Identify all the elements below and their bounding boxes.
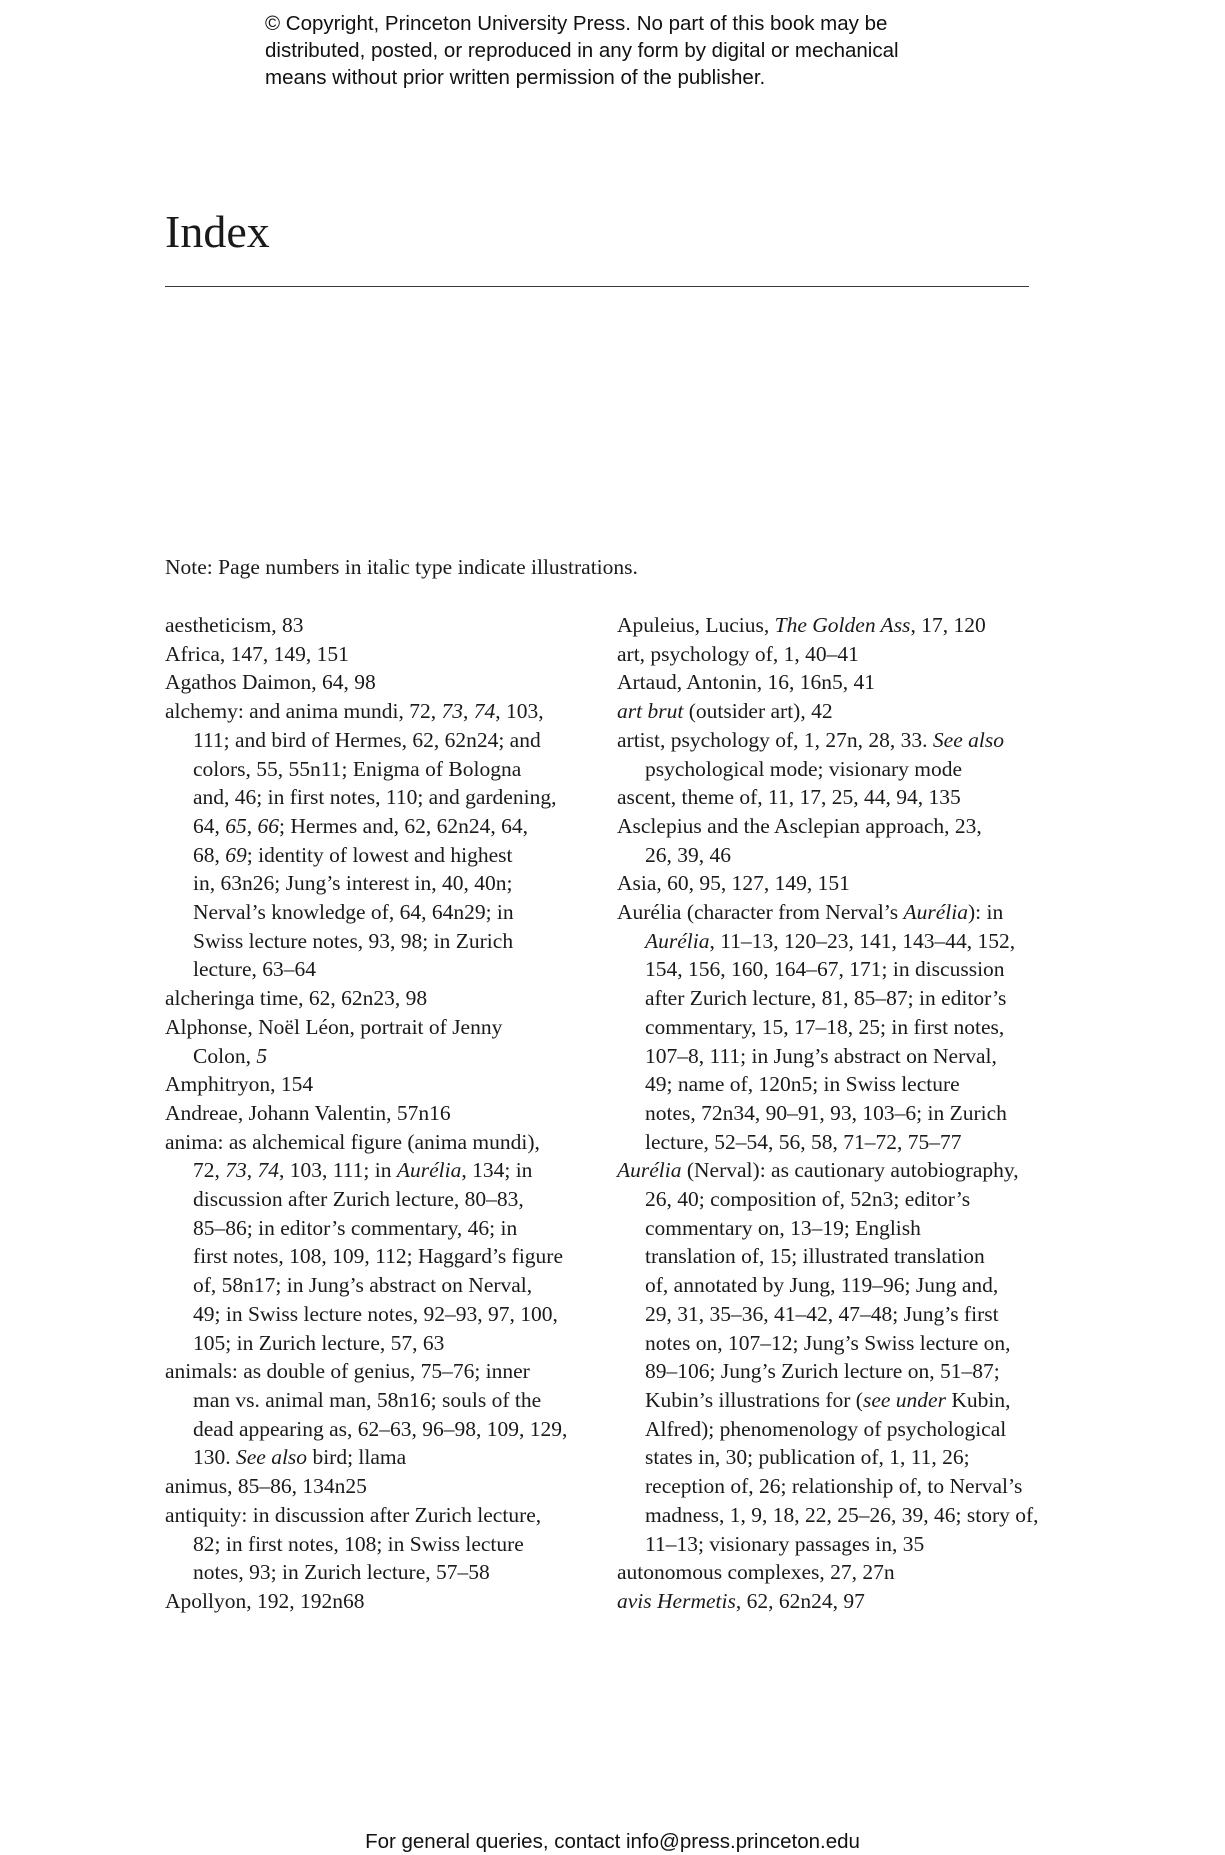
- entry-text: notes, 93; in Zurich lecture, 57–58: [193, 1560, 490, 1585]
- entry-text: Artaud, Antonin, 16, 16n5, 41: [617, 670, 875, 695]
- index-entry-line: [165, 755, 605, 784]
- entry-text: states in, 30; publication of, 1, 11, 26;: [645, 1445, 970, 1470]
- entry-text: alchemy: and anima mundi, 72,: [165, 699, 442, 724]
- index-entry: [165, 611, 605, 640]
- entry-text: , 11–13, 120–23, 141, 143–44, 152,: [709, 928, 1016, 953]
- italic-text: The Golden Ass: [774, 613, 911, 637]
- index-entry: [617, 668, 1057, 697]
- page-title: Index: [165, 206, 270, 257]
- entry-text: anima: as alchemical figure (anima mundi),: [165, 1129, 540, 1154]
- index-entry-line: [165, 668, 605, 697]
- index-entry-line: [165, 611, 605, 640]
- index-entry-line: [617, 841, 1057, 870]
- index-entry-line: [617, 927, 1057, 956]
- entry-text: Alphonse, Noël Léon, portrait of Jenny: [165, 1014, 503, 1039]
- italic-text: 65: [225, 813, 247, 838]
- entry-text: (Nerval): as cautionary autobiography,: [681, 1158, 1019, 1183]
- index-entry: [165, 984, 605, 1013]
- entry-text: of, 58n17; in Jung’s abstract on Nerval,: [193, 1273, 533, 1298]
- entry-text: animals: as double of genius, 75–76; inner: [165, 1359, 530, 1384]
- entry-text: commentary on, 13–19; English: [645, 1215, 921, 1240]
- entry-text: artist, psychology of, 1, 27n, 28, 33.: [617, 727, 933, 752]
- index-entry-line: [165, 1099, 605, 1128]
- index-entry-line: [617, 640, 1057, 669]
- index-entry-line: [165, 640, 605, 669]
- entry-text: 107–8, 111; in Jung’s abstract on Nerval,: [645, 1043, 997, 1068]
- entry-text: 11–13; visionary passages in, 35: [645, 1531, 925, 1556]
- index-entry-line: [617, 955, 1057, 984]
- entry-text: lecture, 52–54, 56, 58, 71–72, 75–77: [645, 1129, 962, 1154]
- index-entry-line: [165, 1472, 605, 1501]
- entry-text: 29, 31, 35–36, 41–42, 47–48; Jung’s first: [645, 1301, 999, 1326]
- entry-text: Kubin,: [945, 1387, 1011, 1412]
- entry-text: notes, 72n34, 90–91, 93, 103–6; in Zurich: [645, 1100, 1007, 1125]
- entry-text: dead appearing as, 62–63, 96–98, 109, 129,: [193, 1416, 568, 1441]
- copyright-notice: [265, 10, 1025, 91]
- entry-text: 26, 39, 46: [645, 842, 731, 867]
- index-entry-line: [617, 1587, 1057, 1616]
- index-entry-line: [165, 783, 605, 812]
- footer-contact: For general queries, contact info@press.princeton.edu: [365, 1830, 860, 1853]
- index-entry-line: [617, 755, 1057, 784]
- entry-text: , 103,: [495, 699, 544, 724]
- index-entry-line: [165, 1042, 605, 1071]
- index-entry-line: [165, 1128, 605, 1157]
- index-entry-line: [617, 611, 1057, 640]
- italic-text: 74: [473, 699, 496, 724]
- index-entry: [165, 1472, 605, 1501]
- index-entry: [165, 1587, 605, 1616]
- entry-text: Kubin’s illustrations for (: [645, 1387, 863, 1412]
- index-entry-line: [617, 1415, 1057, 1444]
- index-entry: [617, 1587, 1057, 1616]
- entry-text: Nerval’s knowledge of, 64, 64n29; in: [193, 900, 514, 925]
- index-entry-line: [617, 898, 1057, 927]
- entry-text: 49; in Swiss lecture notes, 92–93, 97, 100,: [193, 1301, 558, 1326]
- entry-text: , 134; in: [461, 1158, 533, 1183]
- italic-text: see under: [862, 1387, 946, 1412]
- index-entry-line: [617, 726, 1057, 755]
- entry-text: 82; in first notes, 108; in Swiss lecture: [193, 1531, 524, 1556]
- entry-text: autonomous complexes, 27, 27n: [617, 1560, 895, 1585]
- entry-text: in, 63n26; Jung’s interest in, 40, 40n;: [193, 871, 513, 896]
- entry-text: Alfred); phenomenology of psychological: [645, 1416, 1007, 1441]
- index-entry-line: [165, 726, 605, 755]
- index-entry-line: [617, 783, 1057, 812]
- entry-text: Andreae, Johann Valentin, 57n16: [165, 1100, 451, 1125]
- entry-text: animus, 85–86, 134n25: [165, 1474, 367, 1499]
- entry-text: 130.: [193, 1445, 236, 1470]
- index-entry-line: [617, 1013, 1057, 1042]
- entry-text: , 62, 62n24, 97: [735, 1588, 865, 1613]
- entry-text: ,: [246, 813, 258, 838]
- entry-text: commentary, 15, 17–18, 25; in first notes,: [645, 1014, 1005, 1039]
- index-entry: [165, 1099, 605, 1128]
- italic-text: 66: [257, 813, 279, 838]
- index-entry-line: [165, 1386, 605, 1415]
- index-entry-line: [165, 927, 605, 956]
- index-entry: [617, 1558, 1057, 1587]
- index-entry-line: [617, 984, 1057, 1013]
- index-entry-line: [617, 1472, 1057, 1501]
- italic-text: Aurélia: [396, 1158, 462, 1183]
- entry-text: reception of, 26; relationship of, to Nerval’s: [645, 1474, 1023, 1499]
- entry-text: ascent, theme of, 11, 17, 25, 44, 94, 135: [617, 785, 961, 810]
- index-entry: [617, 697, 1057, 726]
- index-entry-line: [617, 812, 1057, 841]
- index-entry-line: [165, 1587, 605, 1616]
- index-entry-line: [165, 1185, 605, 1214]
- index-entry-line: [165, 1271, 605, 1300]
- entry-text: alcheringa time, 62, 62n23, 98: [165, 986, 428, 1011]
- index-entry-line: [165, 1530, 605, 1559]
- index-entry-line: [165, 984, 605, 1013]
- index-entry-line: [617, 1042, 1057, 1071]
- entry-text: aestheticism, 83: [165, 613, 304, 637]
- index-entry-line: [165, 898, 605, 927]
- index-entry-line: [165, 1415, 605, 1444]
- entry-text: antiquity: in discussion after Zurich lecture,: [165, 1502, 542, 1527]
- index-entry-line: [617, 1070, 1057, 1099]
- italic-text: avis Hermetis: [617, 1588, 736, 1613]
- italic-text: 73: [225, 1158, 247, 1183]
- entry-text: 105; in Zurich lecture, 57, 63: [193, 1330, 445, 1355]
- entry-text: 154, 156, 160, 164–67, 171; in discussion: [645, 957, 1005, 982]
- italic-text: 69: [225, 842, 247, 867]
- entry-text: , 103, 111; in: [279, 1158, 397, 1183]
- index-entry: [617, 611, 1057, 640]
- index-entry: [165, 1357, 605, 1472]
- index-entry: [617, 898, 1057, 1156]
- entry-text: , 17, 120: [910, 613, 986, 637]
- index-entry-line: [165, 1558, 605, 1587]
- entry-text: ,: [462, 699, 474, 724]
- entry-text: Aurélia (character from Nerval’s: [617, 900, 904, 925]
- entry-text: art, psychology of, 1, 40–41: [617, 641, 859, 666]
- entry-text: lecture, 63–64: [193, 957, 316, 982]
- entry-text: and, 46; in first notes, 110; and gardening,: [193, 785, 557, 810]
- index-entry: [165, 1013, 605, 1070]
- entry-text: of, annotated by Jung, 119–96; Jung and,: [645, 1273, 999, 1298]
- index-entry-line: [165, 1300, 605, 1329]
- italic-text: art brut: [617, 699, 684, 724]
- entry-text: Apuleius, Lucius,: [617, 613, 775, 637]
- index-entry: [165, 640, 605, 669]
- index-entry-line: [165, 1501, 605, 1530]
- index-entry-line: [617, 869, 1057, 898]
- index-entry: [617, 1156, 1057, 1558]
- italic-text: Aurélia: [903, 900, 969, 925]
- index-entry: [617, 640, 1057, 669]
- index-entry-line: [617, 1501, 1057, 1530]
- entry-text: bird; llama: [307, 1445, 407, 1470]
- index-entry-line: [617, 1443, 1057, 1472]
- entry-text: 68,: [193, 842, 226, 867]
- index-entry-line: [617, 1128, 1057, 1157]
- index-entry: [165, 1070, 605, 1099]
- entry-text: 72,: [193, 1158, 226, 1183]
- index-entry-line: [165, 1242, 605, 1271]
- entry-text: translation of, 15; illustrated translation: [645, 1244, 985, 1269]
- index-entry: [617, 783, 1057, 812]
- entry-text: Africa, 147, 149, 151: [165, 641, 349, 666]
- index-entry-line: [165, 1156, 605, 1185]
- index-entry: [165, 668, 605, 697]
- index-entry-line: [617, 1558, 1057, 1587]
- entry-text: notes on, 107–12; Jung’s Swiss lecture on,: [645, 1330, 1011, 1355]
- entry-text: Asia, 60, 95, 127, 149, 151: [617, 871, 850, 896]
- copyright-line: means without prior written permission of the publisher.: [265, 66, 766, 89]
- entry-text: 85–86; in editor’s commentary, 46; in: [193, 1215, 518, 1240]
- entry-text: first notes, 108, 109, 112; Haggard’s figure: [193, 1244, 564, 1269]
- index-entry-line: [617, 1271, 1057, 1300]
- entry-text: ; identity of lowest and highest: [246, 842, 513, 867]
- entry-text: ): in: [968, 900, 1004, 925]
- entry-text: Apollyon, 192, 192n68: [165, 1588, 365, 1613]
- italic-text: 5: [256, 1043, 268, 1068]
- entry-text: man vs. animal man, 58n16; souls of the: [193, 1387, 542, 1412]
- entry-text: discussion after Zurich lecture, 80–83,: [193, 1187, 524, 1212]
- index-entry-line: [617, 1386, 1057, 1415]
- entry-text: psychological mode; visionary mode: [645, 756, 963, 781]
- entry-text: Swiss lecture notes, 93, 98; in Zurich: [193, 928, 514, 953]
- copyright-line: distributed, posted, or reproduced in any form by digital or mechanical: [265, 39, 899, 62]
- index-entry-line: [165, 1357, 605, 1386]
- index-entry-line: [165, 841, 605, 870]
- index-note: Note: Page numbers in italic type indicate illustrations.: [165, 555, 638, 579]
- entry-text: 26, 40; composition of, 52n3; editor’s: [645, 1187, 971, 1212]
- index-entry: [617, 726, 1057, 783]
- italic-text: Aurélia: [645, 928, 710, 953]
- index-entry-line: [165, 1443, 605, 1472]
- entry-text: after Zurich lecture, 81, 85–87; in editor’s: [645, 986, 1007, 1011]
- index-entry-line: [617, 1300, 1057, 1329]
- index-entry-line: [617, 1357, 1057, 1386]
- entry-text: colors, 55, 55n11; Enigma of Bologna: [193, 756, 522, 781]
- index-entry: [165, 697, 605, 984]
- index-entry-line: [617, 697, 1057, 726]
- index-entry-line: [165, 1214, 605, 1243]
- italic-text: Aurélia: [617, 1158, 682, 1183]
- entry-text: ; Hermes and, 62, 62n24, 64,: [279, 813, 529, 838]
- index-entry-line: [617, 1156, 1057, 1185]
- entry-text: madness, 1, 9, 18, 22, 25–26, 39, 46; story of,: [645, 1502, 1039, 1527]
- index-entry-line: [617, 668, 1057, 697]
- entry-text: 64,: [193, 813, 226, 838]
- index-entry-line: [165, 1013, 605, 1042]
- index-entry-line: [165, 955, 605, 984]
- italic-text: See also: [932, 727, 1004, 752]
- copyright-line: © Copyright, Princeton University Press. No part of this book may be: [265, 12, 888, 35]
- entry-text: ,: [246, 1158, 258, 1183]
- entry-text: Amphitryon, 154: [165, 1072, 314, 1097]
- entry-text: (outsider art), 42: [683, 699, 833, 724]
- index-entry: [165, 1128, 605, 1358]
- index-entry-line: [617, 1242, 1057, 1271]
- entry-text: Colon,: [193, 1043, 257, 1068]
- italic-text: 73: [441, 699, 463, 724]
- index-entry-line: [617, 1530, 1057, 1559]
- index-entry-line: [617, 1214, 1057, 1243]
- index-entry-line: [617, 1099, 1057, 1128]
- entry-text: 49; name of, 120n5; in Swiss lecture: [645, 1072, 960, 1097]
- entry-text: Agathos Daimon, 64, 98: [165, 670, 376, 695]
- index-entry-line: [165, 1070, 605, 1099]
- italic-text: 74: [257, 1158, 279, 1183]
- index-entry-line: [165, 1329, 605, 1358]
- entry-text: 89–106; Jung’s Zurich lecture on, 51–87;: [645, 1359, 1000, 1384]
- index-entry: [617, 869, 1057, 898]
- index-column-right: [617, 611, 1057, 1616]
- index-entry-line: [617, 1329, 1057, 1358]
- index-entry-line: [165, 697, 605, 726]
- entry-text: 111; and bird of Hermes, 62, 62n24; and: [193, 727, 541, 752]
- index-entry-line: [165, 869, 605, 898]
- italic-text: See also: [236, 1445, 308, 1470]
- index-entry: [617, 812, 1057, 869]
- entry-text: Asclepius and the Asclepian approach, 23,: [617, 813, 982, 838]
- index-entry: [165, 1501, 605, 1587]
- title-divider: [165, 286, 1029, 287]
- index-column-left: [165, 611, 605, 1616]
- index-entry-line: [617, 1185, 1057, 1214]
- index-entry-line: [165, 812, 605, 841]
